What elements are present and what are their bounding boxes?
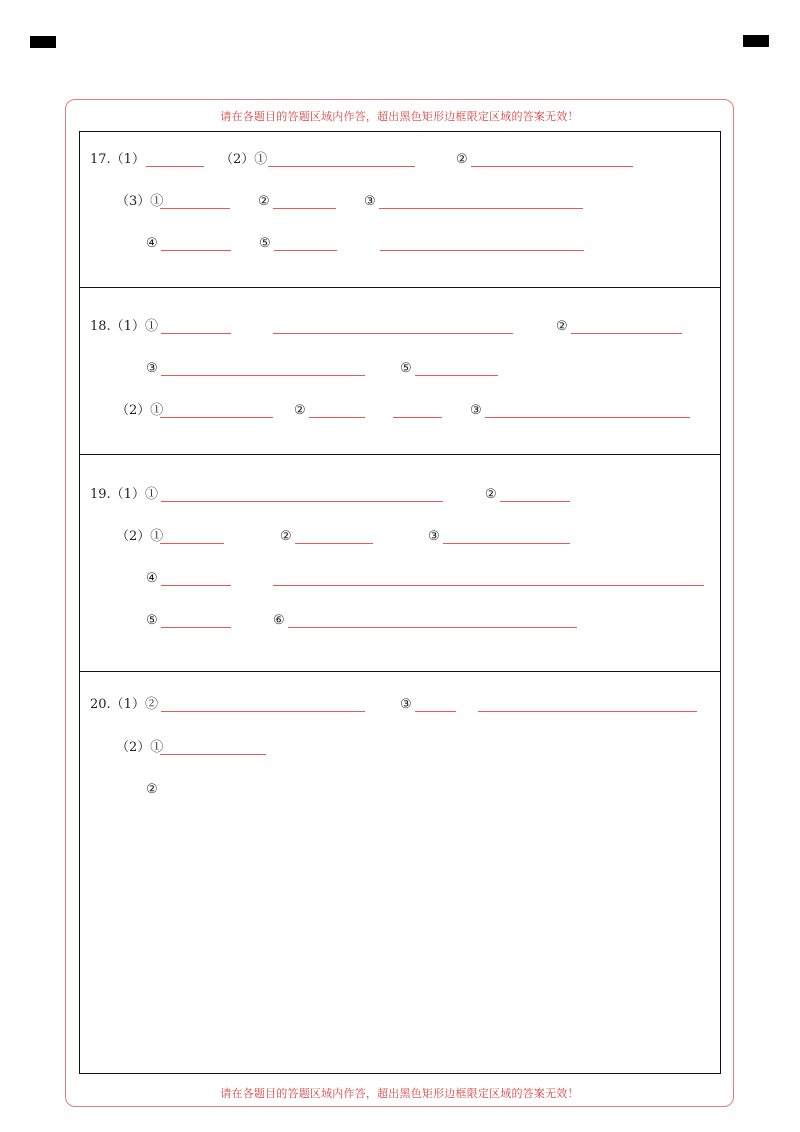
q20-part2-sub2: ② <box>146 782 158 797</box>
q19-part2-sub5: ⑤ <box>146 613 158 628</box>
answer-line[interactable] <box>478 711 697 712</box>
q17-part2-label: （2）① <box>220 152 268 167</box>
q17-part3-sub3: ③ <box>364 194 376 209</box>
q19-part2-sub3: ③ <box>428 529 440 544</box>
q18-part1-sub3: ③ <box>146 361 158 376</box>
alignment-marker-right <box>743 35 769 47</box>
q18-part1-sub5: ⑤ <box>400 361 412 376</box>
q17-part3-sub2: ② <box>258 194 270 209</box>
answer-line[interactable] <box>415 375 498 376</box>
answer-line[interactable] <box>500 501 570 502</box>
q17-part3-label: （3）① <box>116 194 164 209</box>
answer-line[interactable] <box>161 333 231 334</box>
answer-line[interactable] <box>160 208 230 209</box>
answer-line[interactable] <box>268 166 415 167</box>
answer-line[interactable] <box>295 543 373 544</box>
answer-line[interactable] <box>379 208 583 209</box>
answer-line[interactable] <box>309 417 365 418</box>
question-19 <box>80 454 720 671</box>
notice-bottom: 请在各题目的答题区域内作答，超出黑色矩形边框限定区域的答案无效！ <box>220 1087 579 1100</box>
q17-part3-sub4: ④ <box>146 236 158 251</box>
answer-box <box>79 131 721 1074</box>
answer-line[interactable] <box>471 166 633 167</box>
answer-line[interactable] <box>485 417 690 418</box>
q18-part2-label: （2）① <box>116 403 164 418</box>
answer-line[interactable] <box>443 543 570 544</box>
question-20 <box>80 671 720 1073</box>
notice-top: 请在各题目的答题区域内作答，超出黑色矩形边框限定区域的答案无效！ <box>220 110 579 123</box>
answer-line[interactable] <box>273 585 704 586</box>
q18-part2-sub3: ③ <box>470 403 482 418</box>
answer-line[interactable] <box>393 417 442 418</box>
answer-line[interactable] <box>160 543 224 544</box>
q19-part2-sub6: ⑥ <box>273 613 285 628</box>
answer-line[interactable] <box>571 333 682 334</box>
answer-line[interactable] <box>273 208 336 209</box>
q19-label: 19.（1）① <box>90 487 158 502</box>
q20-part1-sub3: ③ <box>400 697 412 712</box>
answer-line[interactable] <box>380 250 584 251</box>
answer-line[interactable] <box>161 711 365 712</box>
q20-part2-label: （2）① <box>116 740 164 755</box>
question-18 <box>80 287 720 454</box>
answer-line[interactable] <box>273 333 513 334</box>
answer-line[interactable] <box>161 627 231 628</box>
answer-line[interactable] <box>146 166 204 167</box>
q18-part1-sub2: ② <box>556 319 568 334</box>
answer-line[interactable] <box>160 754 266 755</box>
question-17 <box>80 132 720 287</box>
q17-part2-sub2: ② <box>456 152 468 167</box>
answer-line[interactable] <box>161 501 443 502</box>
q19-part2-sub2: ② <box>280 529 292 544</box>
answer-line[interactable] <box>160 417 273 418</box>
q18-label: 18.（1）① <box>90 319 158 334</box>
answer-line[interactable] <box>274 250 337 251</box>
q19-part1-sub2: ② <box>485 487 497 502</box>
alignment-marker-left <box>30 36 56 48</box>
q18-part2-sub2: ② <box>294 403 306 418</box>
answer-line[interactable] <box>161 585 231 586</box>
answer-line[interactable] <box>161 250 231 251</box>
q17-part3-sub5: ⑤ <box>259 236 271 251</box>
answer-line[interactable] <box>415 711 456 712</box>
q19-part2-sub4: ④ <box>146 571 158 586</box>
q19-part2-label: （2）① <box>116 529 164 544</box>
answer-line[interactable] <box>161 375 365 376</box>
q17-label: 17.（1） <box>90 152 145 167</box>
q20-label: 20.（1）② <box>90 697 158 712</box>
answer-line[interactable] <box>288 627 577 628</box>
